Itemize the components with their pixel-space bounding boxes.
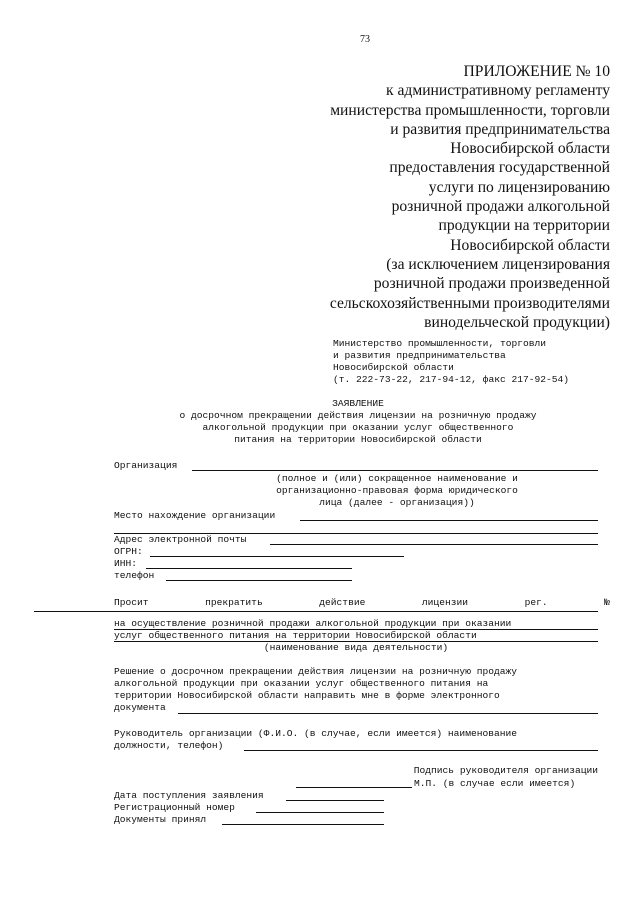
- page-number: 73: [360, 34, 370, 45]
- location-field[interactable]: [300, 520, 598, 521]
- statement-title: [0, 398, 640, 446]
- ogrn-field[interactable]: [150, 556, 404, 557]
- decision-line: Решение о досрочном прекращении действия лицензии на розничную продажу: [114, 666, 518, 677]
- organization-hint-line: организационно-правовая форма юридического: [276, 485, 518, 496]
- phone-label: телефон: [114, 570, 155, 581]
- inn-field[interactable]: [146, 568, 352, 569]
- addressee-line: Министерство промышленности, торговли: [333, 338, 547, 349]
- statement-subtitle-line: питания на территории Новосибирской области: [234, 434, 482, 445]
- request-word: прекратить: [205, 597, 263, 608]
- addressee-line: и развития предпринимательства: [333, 350, 506, 361]
- appendix-line: сельскохозяйственными производителями: [329, 294, 610, 312]
- reg-number-field[interactable]: [256, 812, 384, 813]
- head-label: должности, телефон): [114, 740, 224, 751]
- email-label: Адрес электронной почты: [114, 534, 247, 545]
- date-label: Дата поступления заявления: [114, 790, 264, 801]
- appendix-line: предоставления государственной: [389, 159, 610, 177]
- appendix-line: Новосибирской области: [450, 140, 610, 158]
- stamp-label: М.П. (в случае если имеется): [414, 778, 576, 789]
- appendix-line: розничной продажи произведенной: [373, 275, 610, 293]
- appendix-line: и развития предпринимательства: [390, 120, 610, 138]
- head-field[interactable]: [244, 750, 598, 751]
- organization-hint-line: лица (далее - организация)): [319, 497, 475, 508]
- ogrn-label: ОГРН:: [114, 546, 143, 557]
- request-word: Просит: [114, 597, 149, 608]
- decision-line: алкогольной продукции при оказании услуг общественного питания на: [114, 678, 489, 689]
- decision-line: документа: [114, 702, 166, 713]
- signature-field[interactable]: [296, 787, 412, 788]
- activity-line: на осуществление розничной продажи алкогольной продукции при оказании: [114, 618, 512, 629]
- statement-subtitle-line: о досрочном прекращении действия лицензии на розничную продажу: [179, 410, 537, 421]
- appendix-header: [330, 62, 610, 332]
- organization-label: Организация: [114, 460, 178, 471]
- appendix-line: к административному регламенту: [386, 82, 610, 100]
- addressee-block: [333, 338, 569, 386]
- document-field[interactable]: [178, 713, 598, 714]
- reg-number-label: Регистрационный номер: [114, 802, 235, 813]
- phone-field[interactable]: [166, 580, 352, 581]
- appendix-line: (за исключением лицензирования: [386, 255, 610, 273]
- organization-field[interactable]: [192, 470, 598, 471]
- signature-label: Подпись руководителя организации: [413, 765, 598, 776]
- inn-label: ИНН:: [114, 558, 138, 569]
- head-line: Руководитель организации (Ф.И.О. (в случае, если имеется) наименование: [114, 728, 518, 739]
- appendix-title: ПРИЛОЖЕНИЕ № 10: [463, 63, 610, 80]
- statement-subtitle-line: алкогольной продукции при оказании услуг общественного: [202, 422, 514, 433]
- addressee-line: Новосибирской области: [333, 362, 454, 373]
- addressee-contacts: (т. 222-73-22, 217-94-12, факс 217-92-54): [333, 374, 570, 385]
- decision-text: [114, 666, 517, 714]
- appendix-line: министерства промышленности, торговли: [330, 101, 610, 119]
- appendix-line: Новосибирской области: [450, 236, 610, 254]
- request-word: №: [604, 597, 610, 608]
- decision-line: территории Новосибирской области направить мне в форме электронного: [114, 690, 500, 701]
- request-word: рег.: [524, 597, 548, 608]
- appendix-line: розничной продажи алкогольной: [391, 198, 610, 216]
- statement-heading: ЗАЯВЛЕНИЕ: [332, 398, 384, 409]
- appendix-line: услуги по лицензированию: [428, 178, 610, 196]
- location-label: Место нахождение организации: [114, 510, 276, 521]
- appendix-line: продукции на территории: [438, 217, 610, 235]
- license-number-field[interactable]: [34, 611, 598, 612]
- organization-hint-line: (полное и (или) сокращенное наименование и: [276, 473, 518, 484]
- email-field[interactable]: [270, 544, 598, 545]
- accepted-field[interactable]: [222, 824, 384, 825]
- organization-hint: [232, 473, 562, 509]
- appendix-line: винодельческой продукции): [424, 313, 610, 331]
- request-line: [114, 597, 610, 609]
- request-word: действие: [319, 597, 366, 608]
- activity-hint: (наименование вида деятельности): [263, 642, 449, 653]
- accepted-label: Документы принял: [114, 814, 207, 825]
- date-field[interactable]: [286, 800, 384, 801]
- activity-line: услуг общественного питания на территории Новосибирской области: [114, 630, 477, 641]
- request-word: лицензии: [421, 597, 468, 608]
